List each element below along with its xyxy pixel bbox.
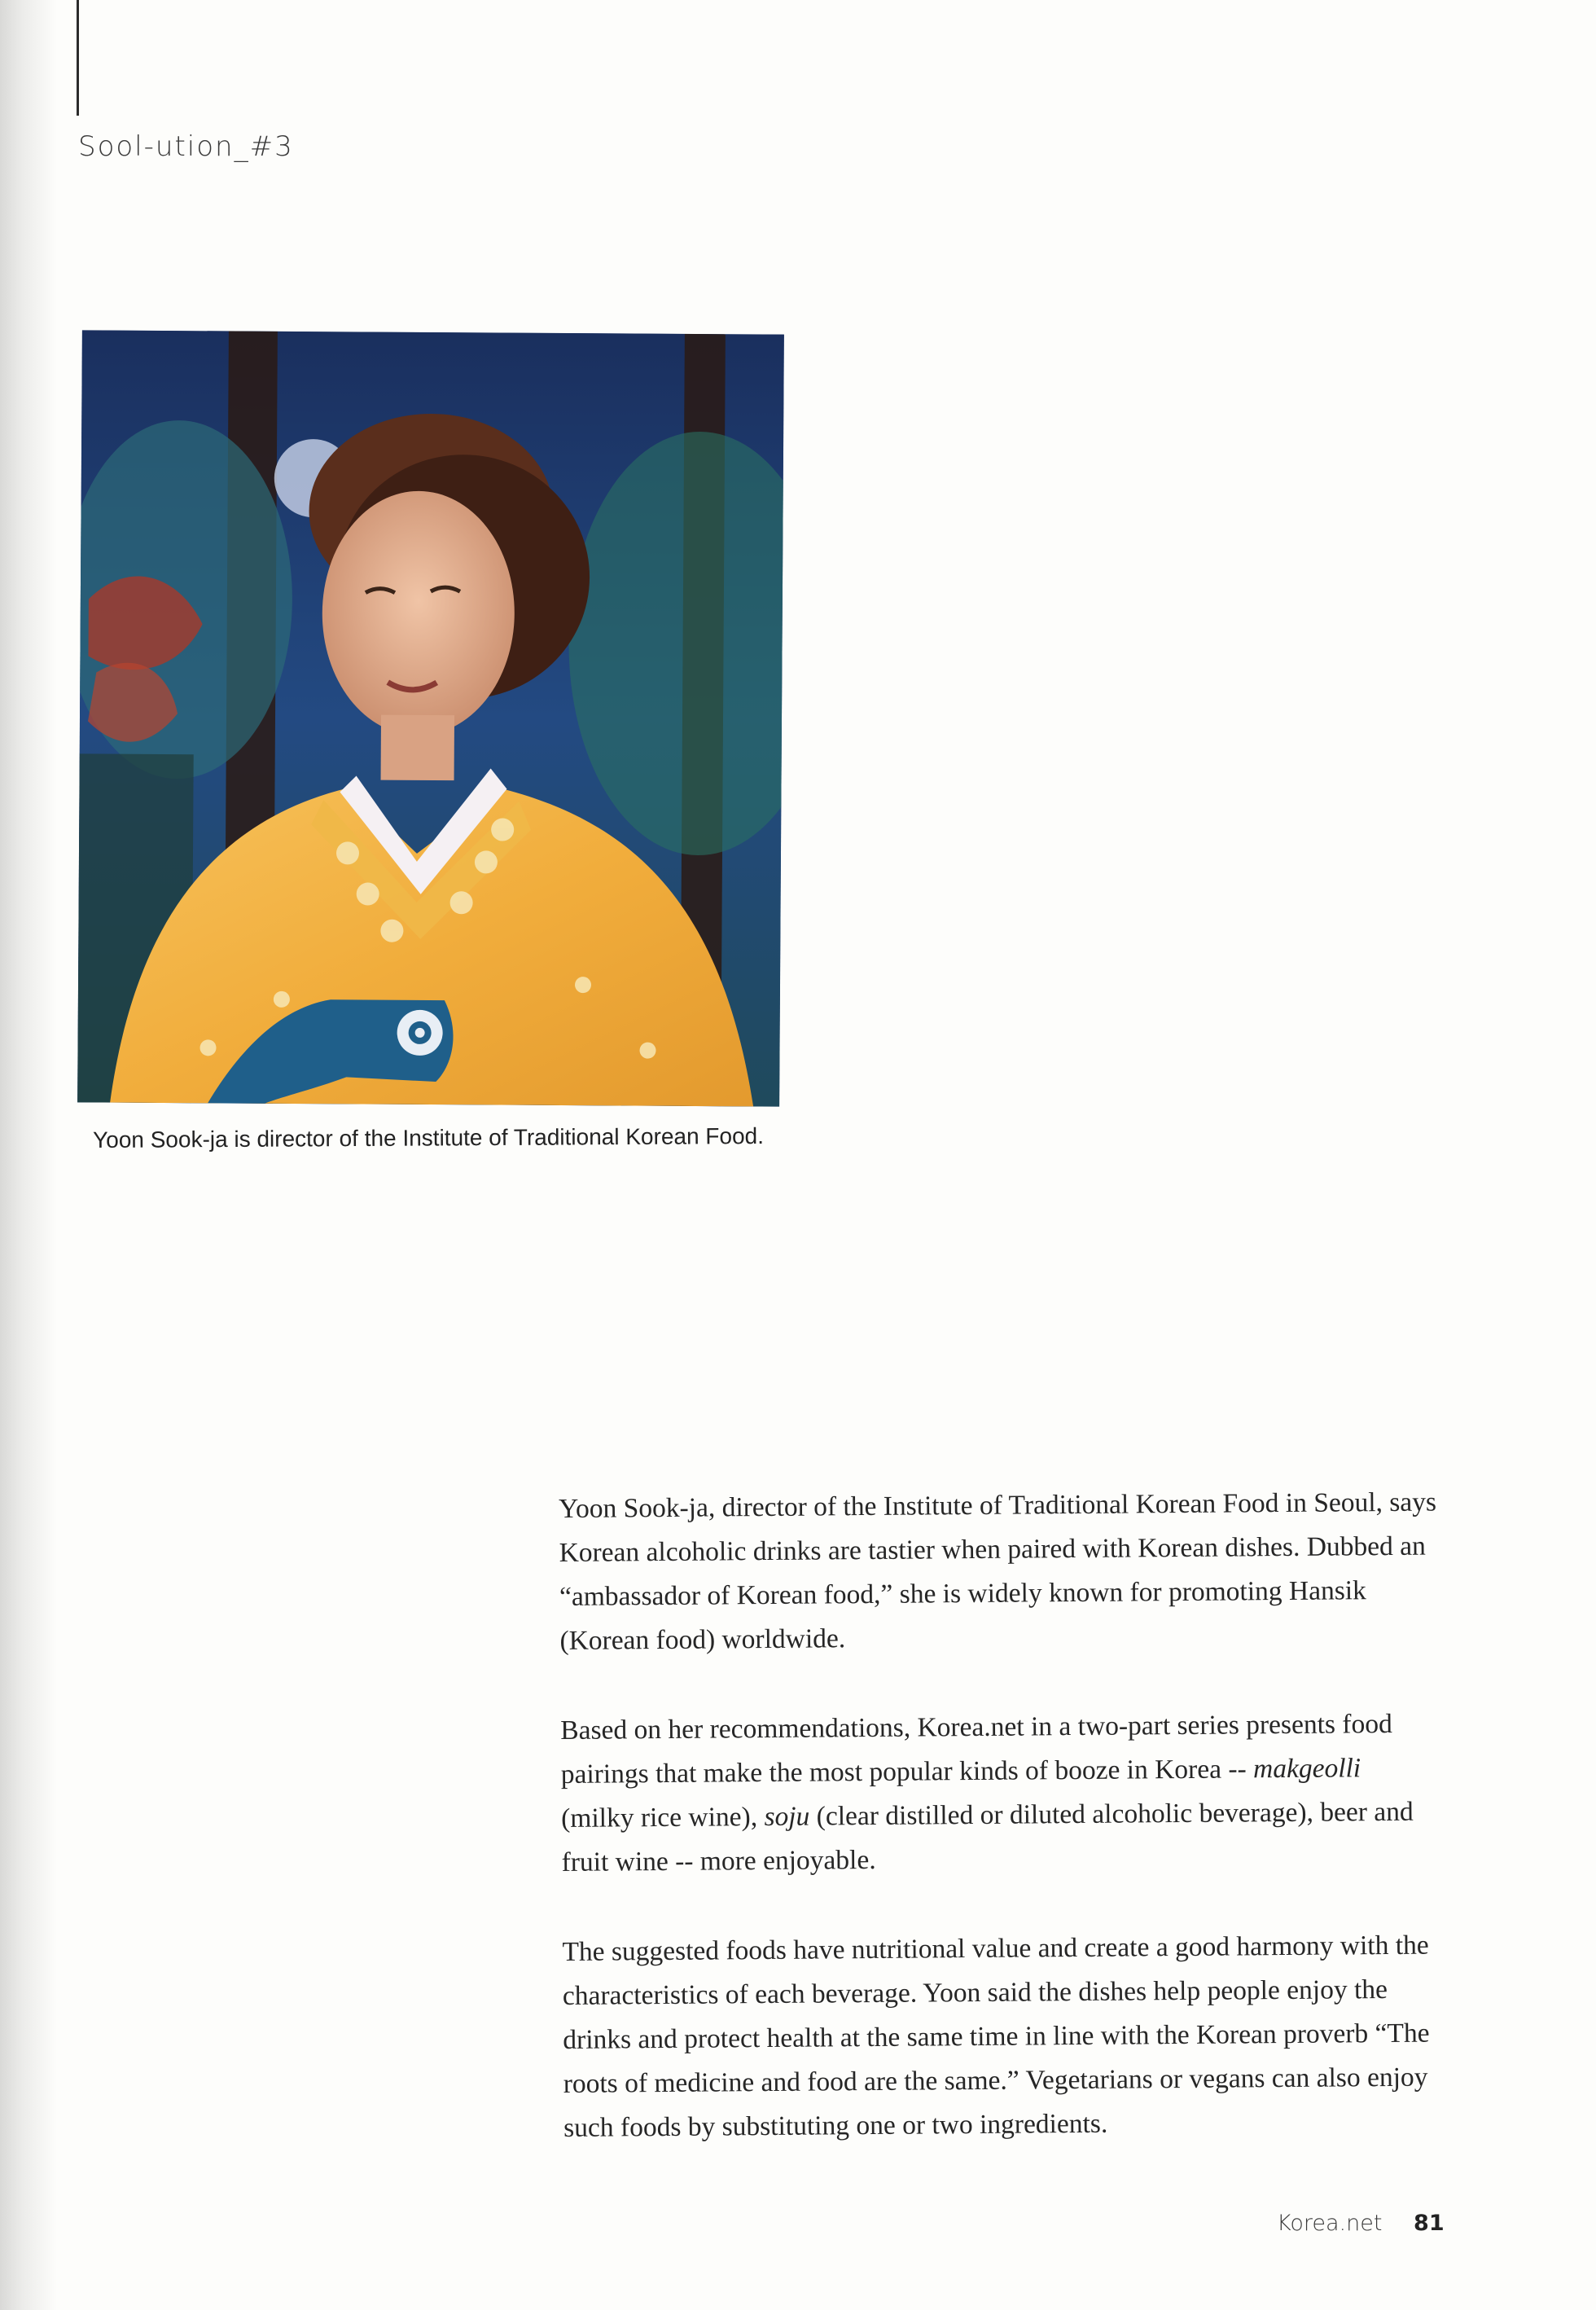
paragraph-1: Yoon Sook-ja, director of the Institute of Traditional Korean Food in Seoul, says Korean alcoholic drinks are tastier when paired with Korean dishes. Dubbed an “ambassador of Korean food,” she is widely known for promoting Hansik (Korean food) worldwide. [559, 1487, 1437, 1656]
footer-site-name: Korea.net [1277, 2211, 1383, 2236]
paragraph-2-part-a: Based on her recommendations, Korea.net in a two-part series presents food pairings that make the most popular kinds of booze in Korea -- [560, 1708, 1392, 1790]
paragraph-2-part-c: (clear distilled or diluted alcoholic beverage), beer and fruit wine -- more enjoyable. [561, 1796, 1414, 1877]
top-vertical-rule [77, 0, 79, 116]
page-footer [1277, 2211, 1445, 2236]
paragraph-2 [560, 1702, 1441, 1885]
paragraph-2-part-b: (milky rice wine), [561, 1802, 765, 1834]
portrait-photo [77, 330, 784, 1106]
portrait-illustration [77, 330, 784, 1106]
photo-caption: Yoon Sook-ja is director of the Institute of Traditional Korean Food. [93, 1122, 765, 1153]
section-tag: Sool-ution_#3 [78, 130, 294, 163]
term-makgeolli: makgeolli [1252, 1753, 1361, 1785]
term-soju: soju [764, 1801, 810, 1833]
paragraph-3: The suggested foods have nutritional value and create a good harmony with the characteristics of each beverage. Yoon said the dishes help people enjoy the drinks and protect health at the same time in line with the Korean proverb “The roots of medicine and food are the same.” Vegetarians or vegans can also enjoy such foods by substituting one or two ingredients. [562, 1930, 1430, 2143]
page-number: 81 [1414, 2211, 1445, 2236]
page-gutter-shadow [0, 0, 57, 2310]
article-body [559, 1481, 1444, 2196]
